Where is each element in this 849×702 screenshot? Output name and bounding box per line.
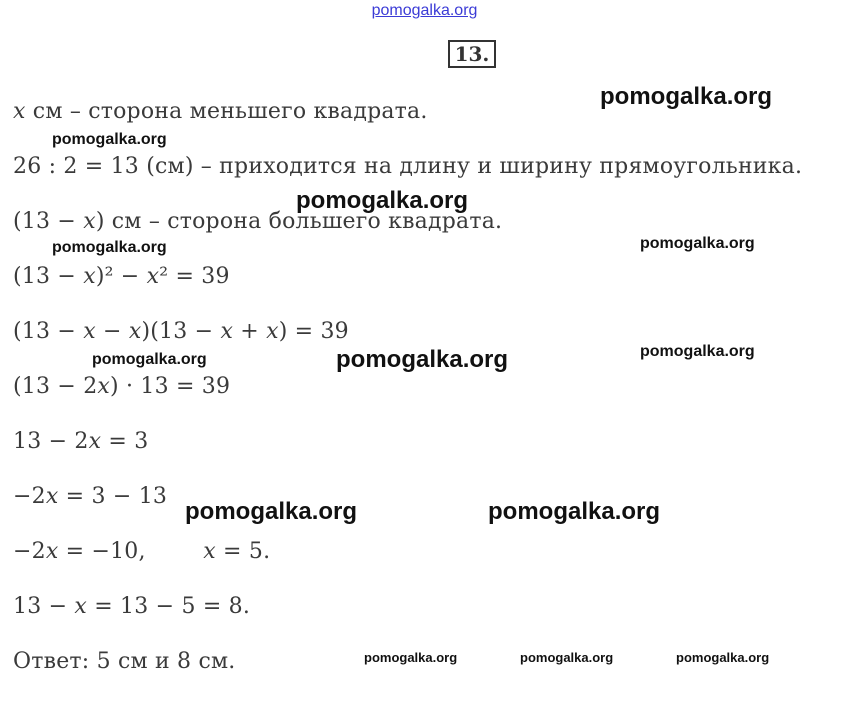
watermark: pomogalka.org — [640, 343, 755, 360]
watermark: pomogalka.org — [52, 131, 167, 148]
solution-line-1: x см – сторона меньшего квадрата. — [13, 99, 428, 124]
watermark: pomogalka.org — [92, 351, 207, 368]
watermark: pomogalka.org — [364, 650, 458, 665]
watermark: pomogalka.org — [600, 83, 773, 110]
watermark: pomogalka.org — [52, 239, 167, 256]
solution-line-4: (13 − x)² − x² = 39 — [13, 264, 230, 289]
solution-line-8: −2x = 3 − 13 — [13, 484, 168, 509]
answer-line: Ответ: 5 см и 8 см. — [13, 649, 236, 674]
watermark: pomogalka.org — [185, 498, 358, 525]
solution-line-7: 13 − 2x = 3 — [13, 429, 149, 454]
solution-line-6: (13 − 2x) · 13 = 39 — [13, 374, 231, 399]
watermark: pomogalka.org — [488, 498, 661, 525]
solution-line-2: 26 : 2 = 13 (см) – приходится на длину и ширину прямоугольника. — [13, 154, 803, 179]
watermark: pomogalka.org — [336, 346, 509, 373]
solution-line-5: (13 − x − x)(13 − x + x) = 39 — [13, 319, 349, 344]
site-link[interactable]: pomogalka.org — [371, 2, 478, 19]
problem-number: 13. — [448, 40, 496, 68]
solution-line-9: −2x = −10, x = 5. — [13, 539, 271, 564]
solution-line-10: 13 − x = 13 − 5 = 8. — [13, 594, 251, 619]
watermark: pomogalka.org — [520, 650, 614, 665]
watermark: pomogalka.org — [640, 235, 755, 252]
watermark: pomogalka.org — [676, 650, 770, 665]
solution-line-3: (13 − x) см – сторона большего квадрата. — [13, 209, 503, 234]
watermark: pomogalka.org — [296, 187, 469, 214]
